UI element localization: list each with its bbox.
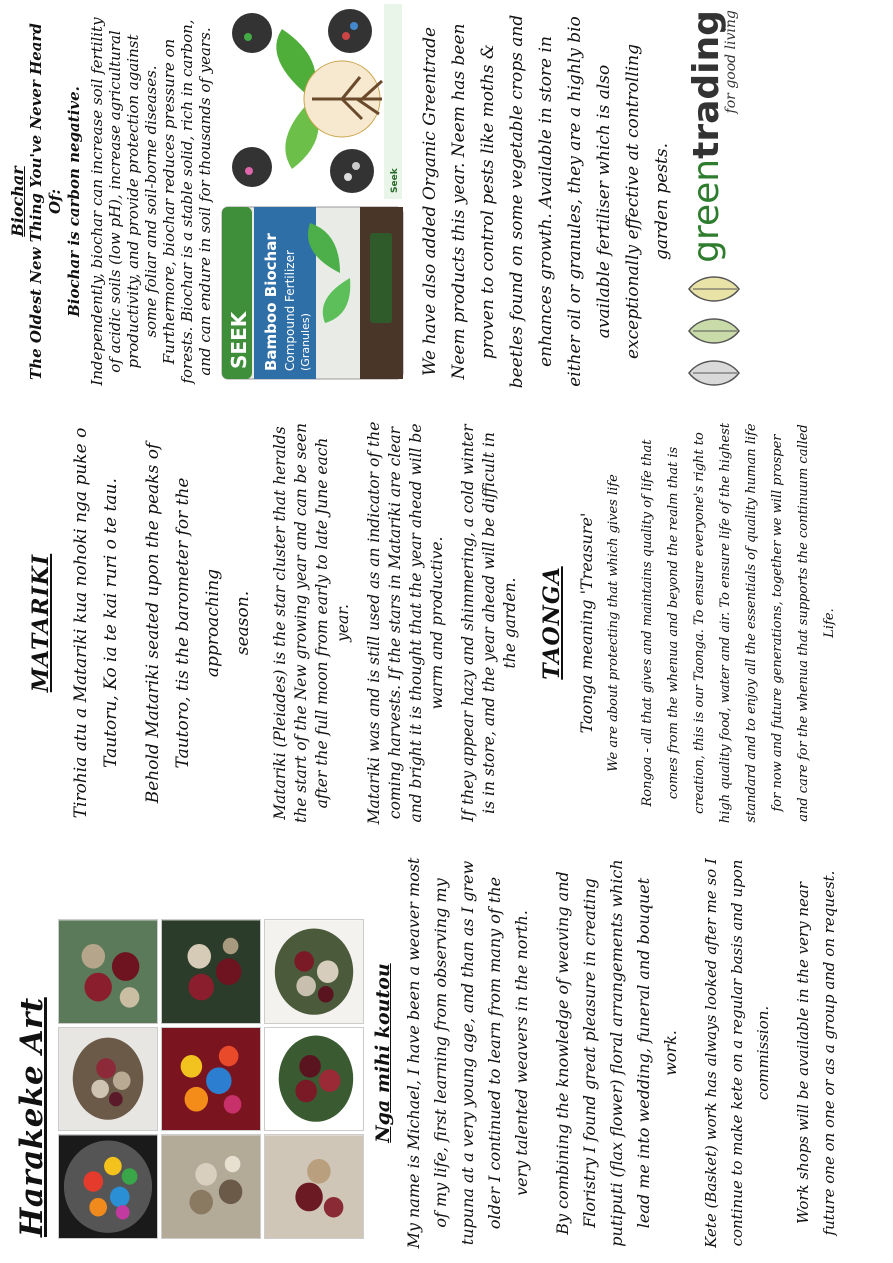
- logo-wordmark: [686, 10, 739, 263]
- matariki-translation-line-1: Behold Matariki seated upon the peaks of: [143, 442, 163, 804]
- taonga-tagline: We are about protecting that which gives life: [606, 474, 621, 772]
- matariki-poem-line-2: Tautoru, Ko ia te kai ruri o te tau.: [101, 478, 121, 768]
- logo-brand: [686, 10, 727, 263]
- matariki-translation: [138, 421, 258, 825]
- taonga-title: TAONGA: [539, 566, 565, 680]
- flax-photo-3: [58, 919, 158, 1024]
- matariki-pleiades: Matariki (Pleiades) is the star cluster that heralds the start of the New growing year and can be seen after the full moon from early to late June each year.: [271, 423, 352, 823]
- diagram-brand: Seek: [390, 168, 400, 193]
- leaf-icons: [687, 269, 741, 393]
- biochar-column: [0, 0, 893, 403]
- biochar-headline-1: The Oldest New Thing You've Never Heard Of:: [27, 23, 64, 380]
- biochar-bag-image: [220, 203, 405, 383]
- flax-photo-7: [264, 1134, 364, 1239]
- logo-green: green: [686, 158, 727, 263]
- flax-photo-2: [58, 1027, 158, 1132]
- greentrading-logo: [686, 10, 741, 389]
- flax-photo-9: [264, 919, 364, 1024]
- biochar-product-images: [220, 14, 410, 389]
- matariki-translation-line-2: Tautoro, tis the barometer for the approaching: [173, 477, 223, 769]
- biochar-diagram-image: [222, 4, 402, 199]
- biochar-body: Independently, biochar can increase soil fertility of acidic soils (low pH), increase agricultural productivity, and provide protection against some foliar and soil-borne diseases. Furthermore, biochar reduces pressure on forests. Biochar is a stable solid, rich in carbon, and can endure in soil for thousands of years.: [88, 17, 214, 386]
- matariki-harvest: Matariki was and is still used as an indicator of the coming harvests. If the stars in Matariki are clear and bright it is thought that the year ahead will be warm and productive.: [365, 421, 446, 825]
- biochar-title: Biochar: [8, 166, 27, 237]
- leaf-icon-1: [687, 353, 741, 393]
- harakeke-column: [0, 843, 893, 1263]
- matariki-column: [0, 403, 893, 843]
- matariki-title: MATARIKI: [28, 553, 54, 693]
- taonga-body: Rongoa - all that gives and maintains quality of life that comes from the whenua and beyond the realm that is creation, this is our Taonga. To ensure everyone's right to high quality food, water and air. To ensure life of the highest standard and to enjoy all the essentials of quality human life for now and future generations, together we will prosper and care for the whenua that supports the continuum called Life.: [640, 422, 837, 824]
- taonga-meaning: Taonga meaning 'Treasure': [577, 512, 596, 734]
- matariki-poem: [66, 421, 126, 825]
- harakeke-kete: Kete (Basket) work has always looked after me so I continue to make kete on a regular basis and upon commission.: [702, 858, 772, 1248]
- leaf-icon-2: [687, 311, 741, 351]
- bag-line-1: Bamboo Biochar: [262, 233, 280, 371]
- matariki-poem-line-1: Tirohia atu a Matariki kua nohoki nga puke o: [71, 427, 91, 819]
- flax-photo-8: [264, 1027, 364, 1132]
- flax-photo-grid: [58, 919, 364, 1239]
- harakeke-title: Harakeke Art: [14, 997, 50, 1237]
- flax-photo-6: [161, 919, 261, 1024]
- leaf-icon-3: [687, 269, 741, 309]
- logo-tagline: for good living: [723, 10, 739, 114]
- flax-photo-5: [161, 1027, 261, 1132]
- biochar-headline-2: Biochar is carbon negative.: [65, 86, 83, 317]
- harakeke-floristry: By combining the knowledge of weaving and Floristry I found great pleasure in creating putiputi (flax flower) floral arrangements which lead me into wedding, funeral and bouquet work.: [553, 859, 680, 1247]
- flax-photo-4: [161, 1134, 261, 1239]
- bag-line-2: Compound Fertilizer: [283, 250, 297, 371]
- bag-line-3: (Granules): [299, 313, 312, 371]
- matariki-winter: If they appear hazy and shimmering, a cold winter is in store, and the year ahead will be difficult in the garden.: [459, 424, 519, 822]
- matariki-translation-line-3: season.: [233, 590, 253, 656]
- harakeke-workshops: Work shops will be available in the very near future one on one or as a group and on request.: [794, 870, 838, 1236]
- bag-brand: SEEK: [227, 311, 251, 369]
- harakeke-intro: My name is Michael, I have been a weaver most of my life, first learning from observing my tupuna at a very young age, and than as I grew older I continued to learn from many of the very talented weavers in the north.: [404, 857, 531, 1249]
- flax-photo-1: [58, 1134, 158, 1239]
- harakeke-subtitle: Nga mihi koutou: [372, 963, 394, 1143]
- neem-paragraph: We have also added Organic Greentrade Neem products this year. Neem has been proven to control pests like moths & beetles found on some vegetable crops and enhances growth. Available in store in either oil or granules, they are a highly bio available fertiliser which is also exceptionally effective at controlling garden pests.: [420, 14, 672, 389]
- logo-trading: trading: [686, 10, 727, 159]
